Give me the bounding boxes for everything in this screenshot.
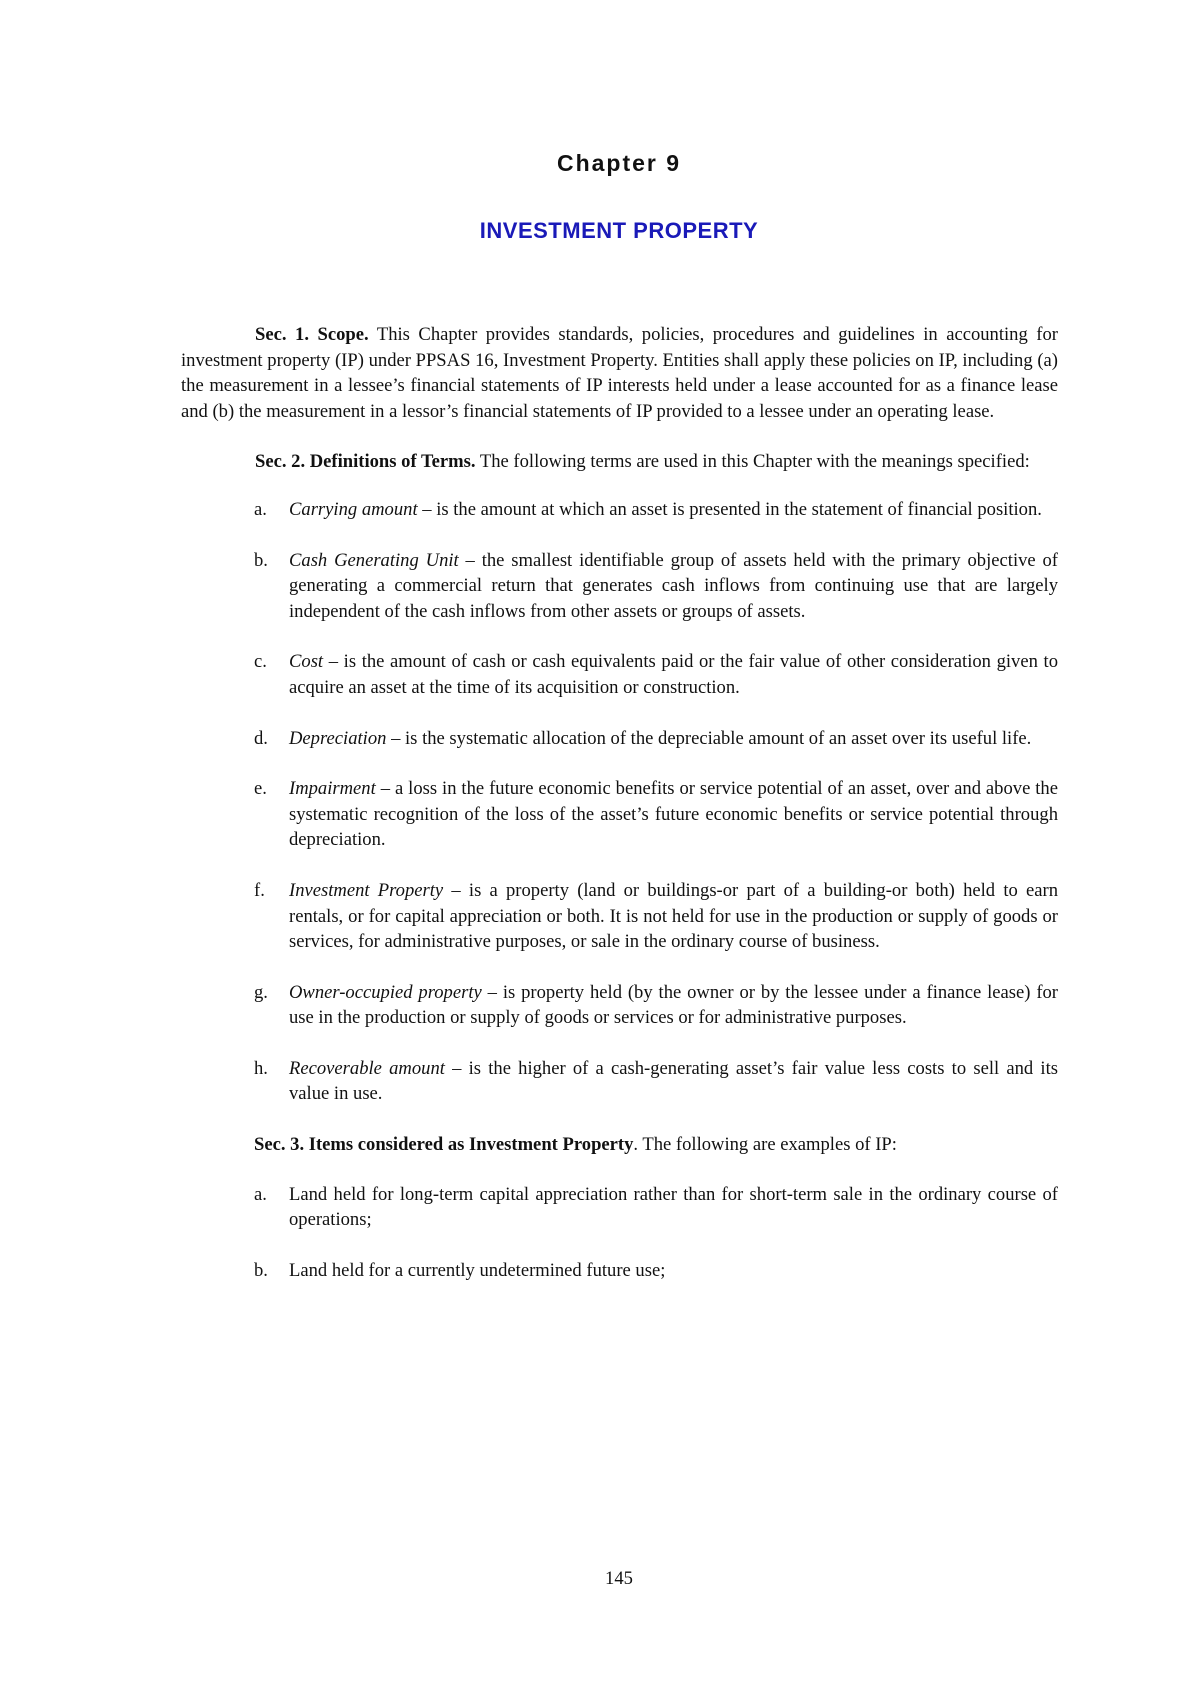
definition-term: Cost (289, 651, 324, 673)
list-letter: b. (254, 1259, 268, 1281)
list-letter: e. (254, 778, 267, 800)
definition-text: – is the amount of cash or cash equivalents paid or the fair value of other consideration given to acquire an asset at the time of its acquisition or construction. (289, 651, 1058, 698)
list-letter: a. (254, 498, 267, 520)
section-3-items (181, 1132, 1058, 1158)
definition-text: – a loss in the future economic benefits or service potential of an asset, over and above the systematic recognition of the loss of the asset’s future economic benefits or service potential through depreciation. (289, 778, 1058, 851)
definition-term: Impairment (289, 778, 376, 800)
section-3-text: . The following are examples of IP: (633, 1134, 897, 1156)
list-letter: d. (254, 727, 268, 749)
definition-item (181, 878, 1058, 955)
definition-term: Cash Generating Unit (289, 549, 459, 571)
definition-term: Depreciation (289, 727, 387, 749)
list-letter: f. (254, 879, 265, 901)
example-text: Land held for a currently undetermined future use; (289, 1259, 666, 1281)
list-letter: h. (254, 1057, 268, 1079)
example-text: Land held for long-term capital appreciation rather than for short-term sale in the ordinary course of operations; (289, 1183, 1058, 1231)
list-letter: g. (254, 981, 268, 1003)
examples-list (181, 1182, 1058, 1284)
section-2-text: The following terms are used in this Chapter with the meanings specified: (475, 451, 1030, 473)
definition-text: – is the higher of a cash-generating asset’s fair value less costs to sell and its value in use. (289, 1057, 1058, 1105)
list-letter: a. (254, 1183, 267, 1205)
example-item (181, 1182, 1058, 1233)
definition-item (181, 776, 1058, 853)
example-item (181, 1258, 1058, 1284)
document-body (181, 322, 1058, 1308)
section-1-scope (181, 322, 1058, 424)
definition-item (181, 649, 1058, 700)
definition-text: – is the systematic allocation of the depreciable amount of an asset over its useful life. (386, 727, 1032, 749)
definition-term: Investment Property (289, 879, 444, 901)
definition-item (181, 726, 1058, 752)
section-1-heading: Sec. 1. Scope. (255, 324, 369, 345)
definition-text: – is a property (land or buildings-or part of a building-or both) held to earn rentals, or for capital appreciation or both. It is not held for use in the production or supply of goods or services, for administrative purposes, or sale in the ordinary course of business. (289, 879, 1059, 953)
chapter-title: INVESTMENT PROPERTY (479, 218, 759, 243)
definition-term: Recoverable amount (289, 1057, 445, 1079)
definitions-list (181, 497, 1058, 1107)
definition-item (181, 548, 1058, 625)
chapter-heading: Chapter 9 (556, 150, 682, 176)
definition-item (181, 980, 1058, 1031)
definition-text: – the smallest identifiable group of assets held with the primary objective of generating a commercial return that generates cash inflows from continuing use that are largely independent of the cash inflows from other assets or groups of assets. (289, 549, 1059, 622)
section-1-text: This Chapter provides standards, policies, procedures and guidelines in accounting for investment property (IP) under PPSAS 16, Investment Property. Entities shall apply these policies on IP, including (a) the measurement in a lessee’s financial statements of IP interests held under a lease accounted for as a finance lease and (b) the measurement in a lessor’s financial statements of IP provided to a lessee under an operating lease. (181, 324, 1058, 422)
definition-term: Owner-occupied property (289, 981, 482, 1003)
definition-term: Carrying amount (289, 498, 418, 520)
section-3-heading: Sec. 3. Items considered as Investment Property (254, 1134, 634, 1156)
section-2-definitions (181, 449, 1058, 475)
definition-text: – is the amount at which an asset is presented in the statement of financial position. (417, 498, 1042, 520)
list-letter: b. (254, 549, 268, 571)
definition-text: – is property held (by the owner or by the lessee under a finance lease) for use in the production or supply of goods or services or for administrative purposes. (289, 981, 1058, 1029)
definition-item (181, 497, 1058, 523)
list-letter: c. (254, 651, 267, 673)
definition-item (181, 1056, 1058, 1107)
page-number: 145 (605, 1568, 633, 1589)
section-2-heading: Sec. 2. Definitions of Terms. (255, 451, 476, 473)
